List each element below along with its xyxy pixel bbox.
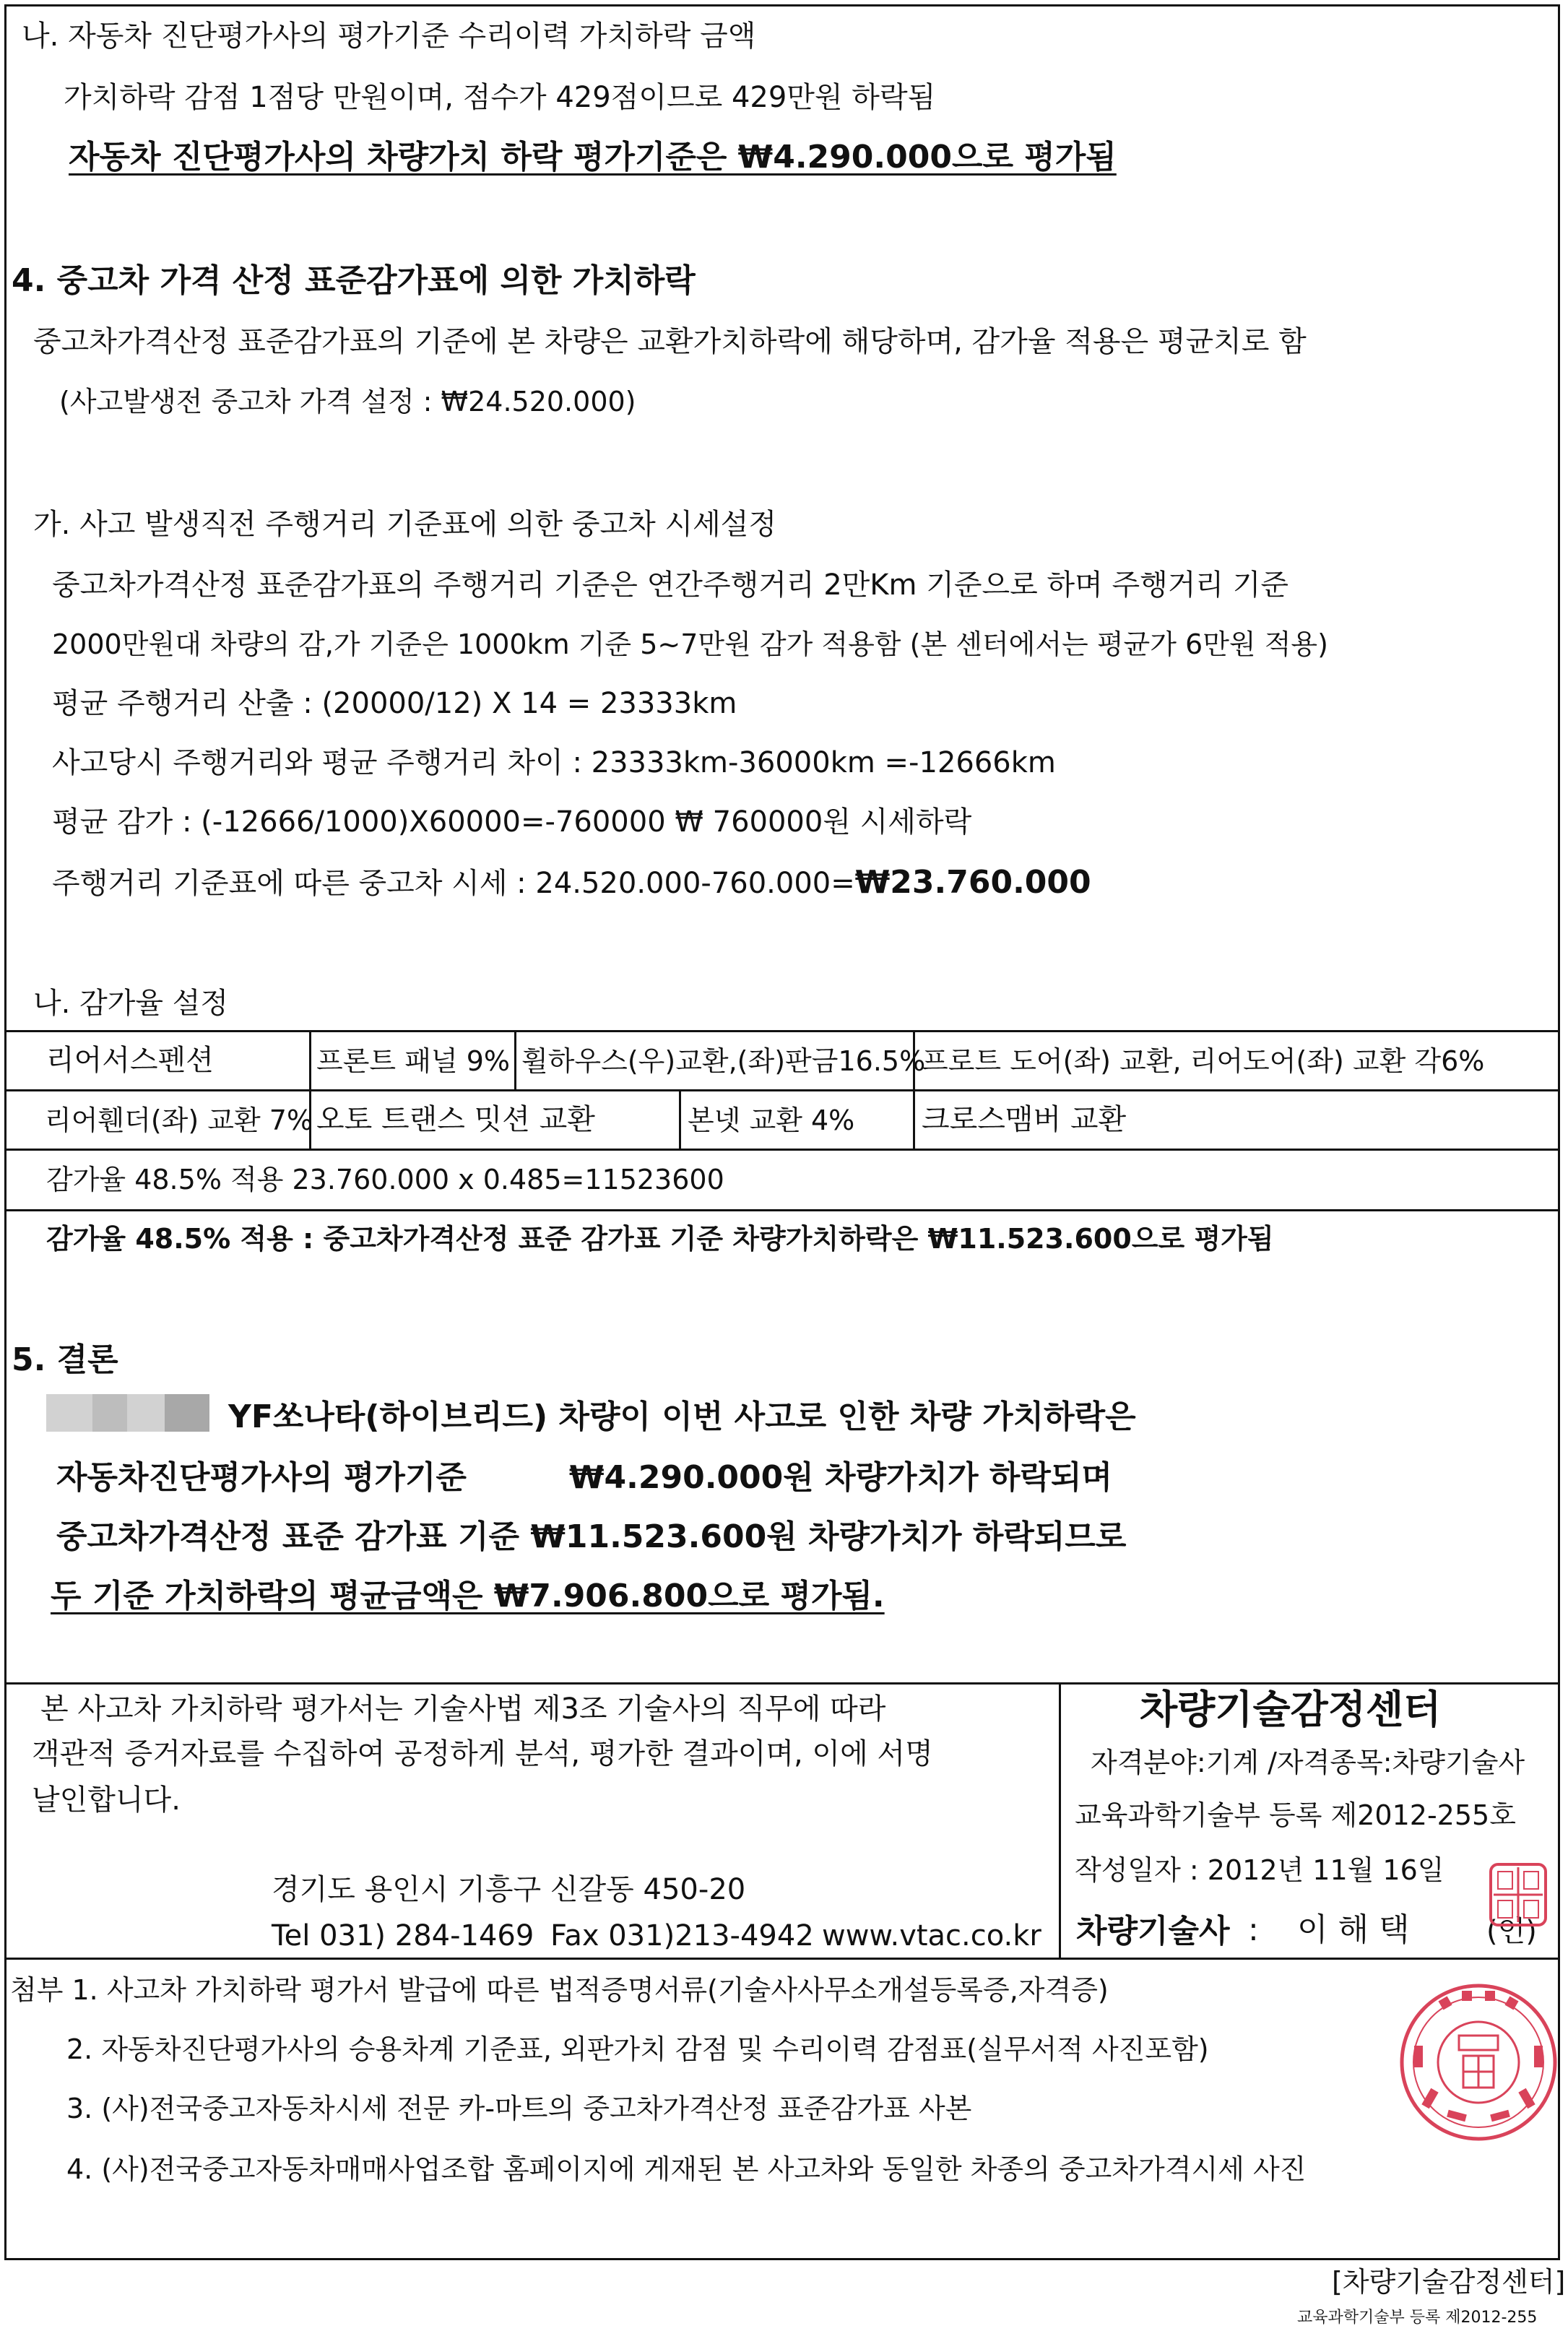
sec4-ga-line3: 평균 주행거리 산출 : (20000/12) X 14 = 23333km — [52, 687, 737, 720]
sec-na-repair-line1: 가치하락 감점 1점당 만원이며, 점수가 429점이므로 429만원 하락됨 — [64, 81, 936, 114]
small-seal-stamp — [1486, 1861, 1550, 1928]
table-cell-r1c2: 프론트 패널 9% — [316, 1045, 510, 1077]
table-col-2-row1 — [514, 1030, 516, 1091]
sec-na-repair-title: 나. 자동차 진단평가사의 평가기준 수리이력 가치하락 금액 — [22, 20, 756, 53]
table-line-bottom — [4, 1149, 1560, 1151]
page-footer-center: [차량기술감정센터] — [1332, 2266, 1566, 2298]
sec4-heading: 4. 중고차 가격 산정 표준감가표에 의한 가치하락 — [12, 262, 696, 299]
sec4-ga-line4: 사고당시 주행거리와 평균 주행거리 차이 : 23333km-36000km =-12666km — [52, 746, 1056, 779]
registration: 교육과학기술부 등록 제2012-255호 — [1075, 1799, 1516, 1831]
footer-divider — [1059, 1682, 1061, 1959]
footer-line-bottom — [4, 1958, 1560, 1960]
sec4-na-title: 나. 감가율 설정 — [33, 987, 228, 1020]
table-cell-r1c1: 리어서스펜션 — [46, 1044, 214, 1077]
footer-tel: Tel 031) 284-1469 — [272, 1919, 534, 1952]
sec5-line2b: ₩4.290.000원 차량가치가 하락되며 — [569, 1459, 1112, 1496]
calc-line-bottom — [4, 1209, 1560, 1211]
sec4-line2: (사고발생전 중고차 가격 설정 : ₩24.520.000) — [59, 386, 636, 418]
footer-stmt-1: 본 사고차 가치하락 평가서는 기술사법 제3조 기술사의 직무에 따라 — [40, 1692, 886, 1726]
footer-stmt-3: 날인합니다. — [32, 1783, 181, 1817]
attachment-2: 2. 자동차진단평가사의 승용차계 기준표, 외판가치 감점 및 수리이력 감점표(실무서적 사진포함) — [66, 2033, 1209, 2065]
table-cell-r2c3: 본넷 교환 4% — [688, 1104, 855, 1136]
written-date: 작성일자 : 2012년 11월 16일 — [1075, 1854, 1444, 1886]
sec5-line1: YF쏘나타(하이브리드) 차량이 이번 사고로 인한 차량 가치하락은 — [228, 1398, 1136, 1435]
table-cell-r1c4: 프로트 도어(좌) 교환, 리어도어(좌) 교환 각6% — [922, 1045, 1485, 1077]
attachment-1: 첨부 1. 사고차 가치하락 평가서 발급에 따른 법적증명서류(기술사사무소개설등록증,자격증) — [10, 1974, 1109, 2006]
footer-stmt-2: 객관적 증거자료를 수집하여 공정하게 분석, 평가한 결과이며, 이에 서명 — [32, 1737, 933, 1770]
footer-fax: Fax 031)213-4942 — [550, 1919, 814, 1952]
sec4-ga-line6-value: ₩23.760.000 — [854, 864, 1091, 901]
redacted-block — [165, 1394, 209, 1432]
qualification: 자격분야:기계 /자격종목:차량기술사 — [1091, 1747, 1525, 1778]
signer-colon: : — [1248, 1911, 1259, 1948]
sec4-ga-line6-prefix: 주행거리 기준표에 따른 중고차 시세 : 24.520.000-760.000= — [52, 867, 855, 900]
redacted-block — [127, 1394, 165, 1432]
sec5-line4: 두 기준 가치하락의 평균금액은 ₩7.906.800으로 평가됨. — [51, 1578, 885, 1614]
seal-mark: (인) — [1486, 1915, 1537, 1948]
sec5-heading: 5. 결론 — [12, 1341, 118, 1378]
footer-line-top — [4, 1682, 1560, 1685]
sec4-ga-line1: 중고차가격산정 표준감가표의 주행거리 기준은 연간주행거리 2만Km 기준으로 하며 주행거리 기준 — [52, 568, 1289, 602]
table-cell-r2c4: 크로스맴버 교환 — [922, 1103, 1127, 1136]
sec4-line1: 중고차가격산정 표준감가표의 기준에 본 차량은 교환가치하락에 해당하며, 감가율 적용은 평균치로 함 — [33, 325, 1307, 358]
depreciation-result: 감가율 48.5% 적용 : 중고차가격산정 표준 감가표 기준 차량가치하락은 ₩11.523.600으로 평가됨 — [46, 1223, 1274, 1255]
footer-address: 경기도 용인시 기흥구 신갈동 450-20 — [272, 1873, 746, 1906]
redacted-block — [92, 1394, 127, 1432]
signer-label: 차량기술사 — [1076, 1913, 1230, 1950]
sec5-line2a: 자동차진단평가사의 평가기준 — [56, 1459, 467, 1496]
sec4-ga-line6 — [52, 864, 1091, 901]
sec4-ga-line2: 2000만원대 차량의 감,가 기준은 1000km 기준 5~7만원 감가 적용함 (본 센터에서는 평균가 6만원 적용) — [52, 628, 1328, 660]
attachment-3: 3. (사)전국중고자동차시세 전문 카-마트의 중고차가격산정 표준감가표 사본 — [66, 2093, 972, 2124]
table-cell-r2c2: 오토 트랜스 밋션 교환 — [316, 1103, 595, 1136]
depreciation-calc: 감가율 48.5% 적용 23.760.000 x 0.485=11523600 — [46, 1164, 724, 1195]
professional-engineer-seal — [1397, 1981, 1560, 2144]
sec4-ga-line5: 평균 감가 : (-12666/1000)X60000=-760000 ₩ 760000원 시세하락 — [52, 805, 972, 839]
page-footer-registration: 교육과학기술부 등록 제2012-255 — [1297, 2309, 1538, 2327]
table-col-2-row2 — [679, 1089, 681, 1150]
signer-name: 이 해 택 — [1297, 1911, 1410, 1948]
table-cell-r1c3: 휠하우스(우)교환,(좌)판금16.5% — [521, 1045, 926, 1077]
sec-na-repair-result: 자동차 진단평가사의 차량가치 하락 평가기준은 ₩4.290.000으로 평가됨 — [69, 139, 1117, 176]
attachment-4: 4. (사)전국중고자동차매매사업조합 홈페이지에 게재된 본 사고차와 동일한 차종의 중고차가격시세 사진 — [66, 2153, 1307, 2185]
redacted-block — [46, 1394, 92, 1432]
footer-website: www.vtac.co.kr — [822, 1919, 1041, 1952]
center-name: 차량기술감정센터 — [1140, 1687, 1442, 1732]
table-line-top — [4, 1030, 1560, 1032]
table-cell-r2c1: 리어휀더(좌) 교환 7% — [45, 1104, 313, 1136]
table-line-mid — [4, 1089, 1560, 1091]
sec5-line3: 중고차가격산정 표준 감가표 기준 ₩11.523.600원 차량가치가 하락되므로 — [56, 1518, 1127, 1555]
sec4-ga-title: 가. 사고 발생직전 주행거리 기준표에 의한 중고차 시세설정 — [33, 508, 777, 541]
